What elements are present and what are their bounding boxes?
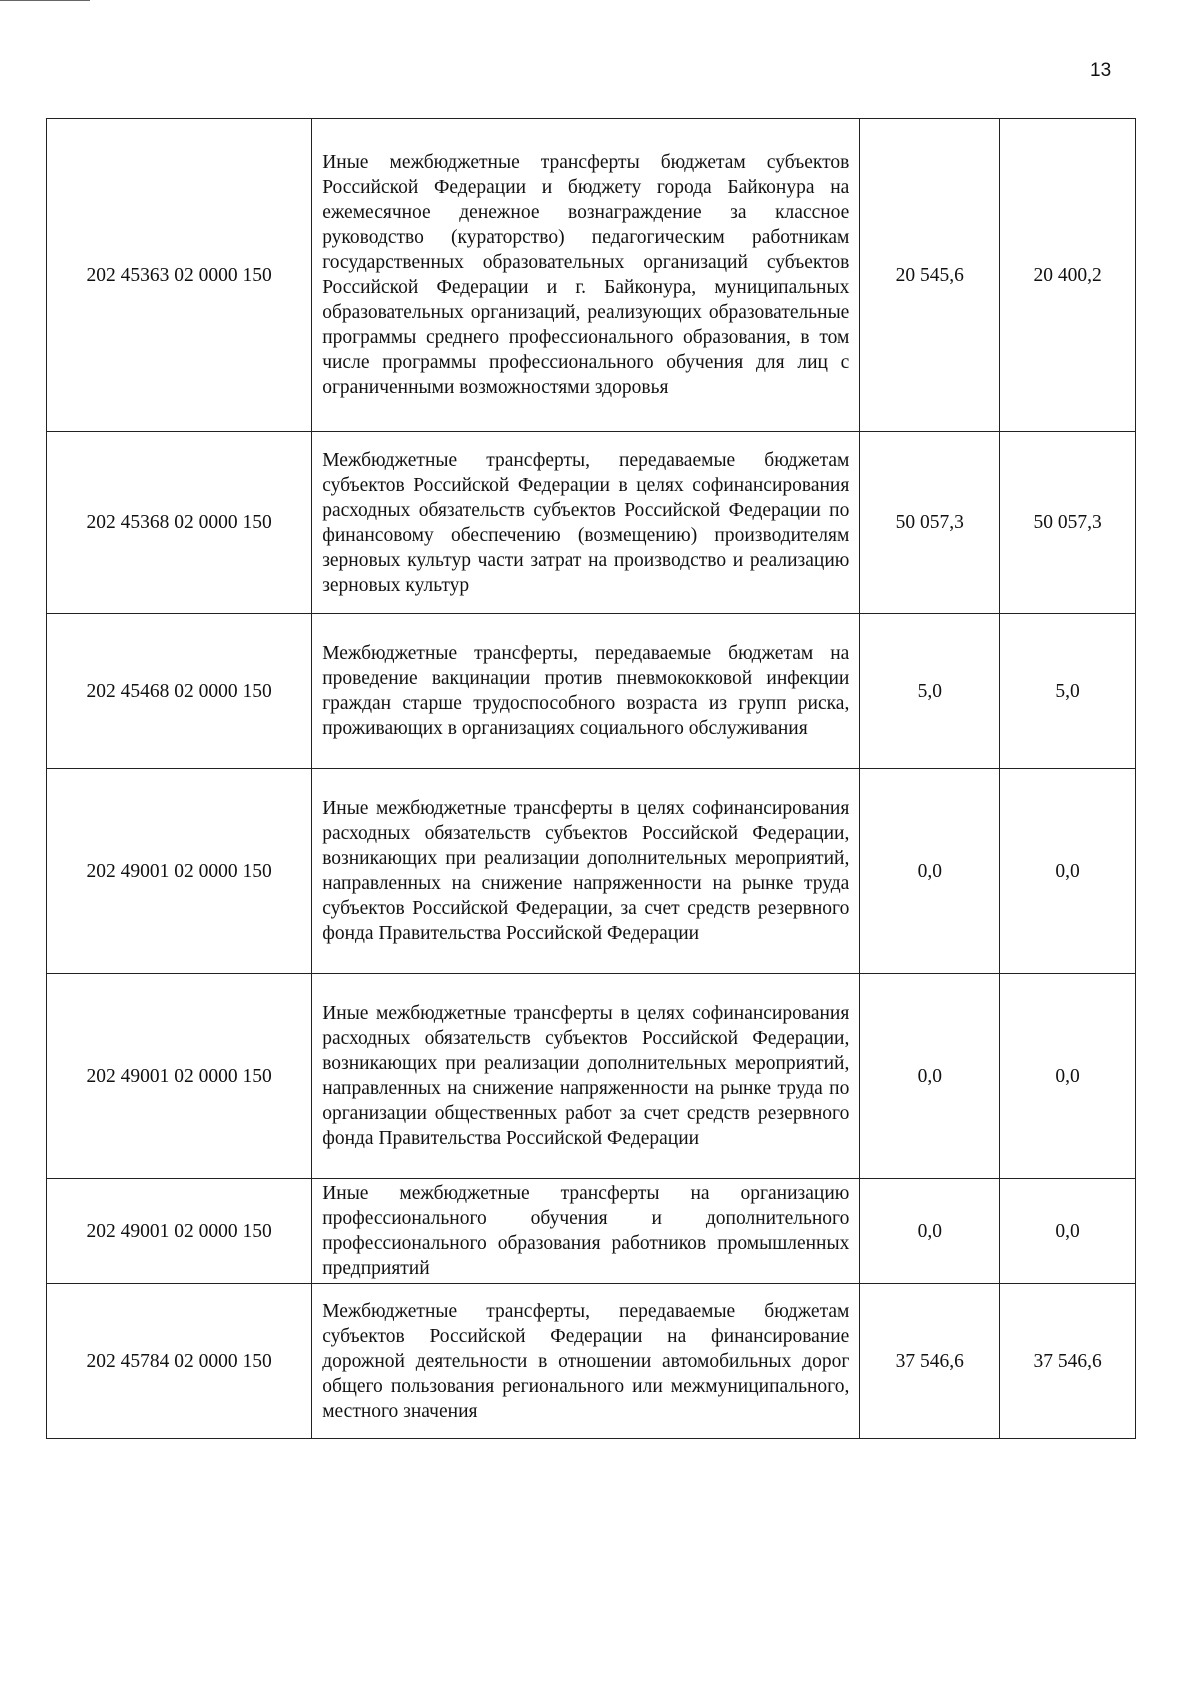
table-row bbox=[47, 769, 1136, 974]
amount-cell-1: 0,0 bbox=[860, 974, 1000, 1179]
budget-code-cell: 202 45468 02 0000 150 bbox=[47, 614, 312, 769]
table-row bbox=[47, 432, 1136, 614]
budget-code-cell: 202 45368 02 0000 150 bbox=[47, 432, 312, 614]
description-cell: Межбюджетные трансферты, передаваемые бюджетам на проведение вакцинации против пневмококковой инфекции граждан старше трудоспособного возраста из групп риска, проживающих в организациях социального обслуживания bbox=[312, 614, 860, 769]
amount-cell-1: 50 057,3 bbox=[860, 432, 1000, 614]
description-cell: Межбюджетные трансферты, передаваемые бюджетам субъектов Российской Федерации на финансирование дорожной деятельности в отношении автомобильных дорог общего пользования регионального или межмуниципального, местного значения bbox=[312, 1284, 860, 1439]
table-row bbox=[47, 119, 1136, 432]
table-row bbox=[47, 614, 1136, 769]
budget-code-cell: 202 45784 02 0000 150 bbox=[47, 1284, 312, 1439]
table-row bbox=[47, 1179, 1136, 1284]
amount-cell-2: 5,0 bbox=[1000, 614, 1136, 769]
amount-cell-2: 50 057,3 bbox=[1000, 432, 1136, 614]
amount-cell-2: 37 546,6 bbox=[1000, 1284, 1136, 1439]
amount-cell-2: 0,0 bbox=[1000, 769, 1136, 974]
budget-transfers-table bbox=[46, 118, 1136, 1439]
amount-cell-1: 0,0 bbox=[860, 769, 1000, 974]
scan-edge-line bbox=[0, 0, 90, 1]
description-cell: Иные межбюджетные трансферты бюджетам субъектов Российской Федерации и бюджету города Байконура на ежемесячное денежное вознаграждение за классное руководство (кураторство) педагогическим работникам государственных образовательных организаций субъектов Российской Федерации и г. Байконура, муниципальных образовательных организаций, реализующих образовательные программы среднего профессионального образования, в том числе программы профессионального обучения для лиц с ограниченными возможностями здоровья bbox=[312, 119, 860, 432]
budget-code-cell: 202 49001 02 0000 150 bbox=[47, 1179, 312, 1284]
description-cell: Иные межбюджетные трансферты в целях софинансирования расходных обязательств субъектов Российской Федерации, возникающих при реализации дополнительных мероприятий, направленных на снижение напряженности на рынке труда по организации общественных работ за счет средств резервного фонда Правительства Российской Федерации bbox=[312, 974, 860, 1179]
amount-cell-2: 0,0 bbox=[1000, 974, 1136, 1179]
budget-code-cell: 202 45363 02 0000 150 bbox=[47, 119, 312, 432]
amount-cell-1: 0,0 bbox=[860, 1179, 1000, 1284]
amount-cell-1: 37 546,6 bbox=[860, 1284, 1000, 1439]
budget-code-cell: 202 49001 02 0000 150 bbox=[47, 974, 312, 1179]
page-number: 13 bbox=[1090, 60, 1112, 81]
description-cell: Иные межбюджетные трансферты в целях софинансирования расходных обязательств субъектов Российской Федерации, возникающих при реализации дополнительных мероприятий, направленных на снижение напряженности на рынке труда субъектов Российской Федерации, за счет средств резервного фонда Правительства Российской Федерации bbox=[312, 769, 860, 974]
description-cell: Межбюджетные трансферты, передаваемые бюджетам субъектов Российской Федерации в целях софинансирования расходных обязательств субъектов Российской Федерации по финансовому обеспечению (возмещению) производителям зерновых культур части затрат на производство и реализацию зерновых культур bbox=[312, 432, 860, 614]
amount-cell-1: 5,0 bbox=[860, 614, 1000, 769]
description-cell: Иные межбюджетные трансферты на организацию профессионального обучения и дополнительного профессионального образования работников промышленных предприятий bbox=[312, 1179, 860, 1284]
budget-code-cell: 202 49001 02 0000 150 bbox=[47, 769, 312, 974]
amount-cell-2: 0,0 bbox=[1000, 1179, 1136, 1284]
table-row bbox=[47, 974, 1136, 1179]
amount-cell-2: 20 400,2 bbox=[1000, 119, 1136, 432]
table-row bbox=[47, 1284, 1136, 1439]
amount-cell-1: 20 545,6 bbox=[860, 119, 1000, 432]
